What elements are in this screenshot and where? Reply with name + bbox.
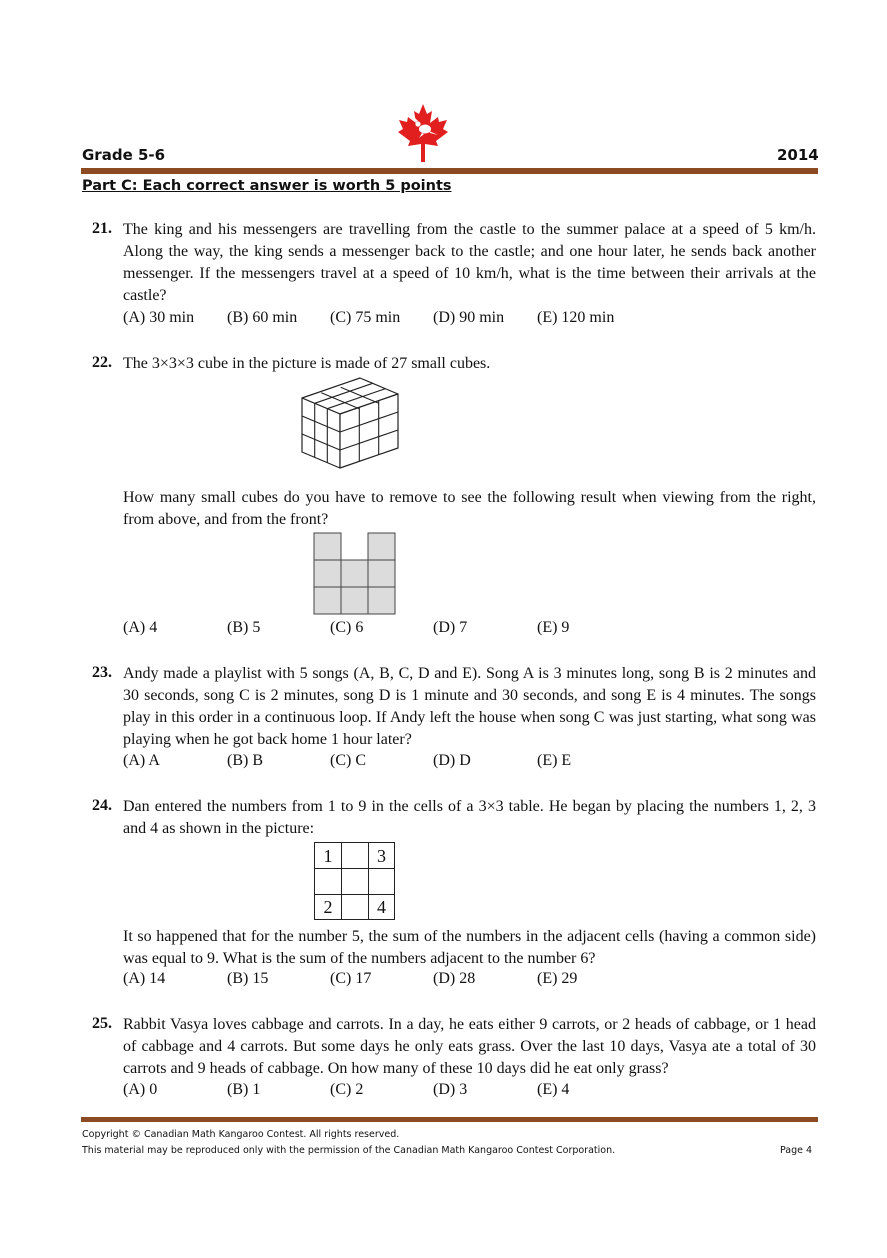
choice-a[interactable]: (A) A [123, 752, 160, 769]
grid-cell [341, 894, 369, 920]
question-24-text: Dan entered the numbers from 1 to 9 in the cells of a 3×3 table. He began by placing the numbers 1, 2, 3 and 4 as shown in the picture: [123, 798, 816, 837]
choice-c[interactable]: (C) C [330, 752, 366, 769]
page-number: Page 4 [780, 1145, 813, 1156]
choice-e[interactable]: (E) 120 min [537, 309, 615, 326]
section-title: Part C: Each correct answer is worth 5 points [82, 178, 452, 194]
question-24-text-2: It so happened that for the number 5, the sum of the numbers in the adjacent cells (having a common side) was equal to 9. What is the sum of the numbers adjacent to the number 6? [123, 928, 816, 967]
question-21-number: 21. [92, 220, 112, 237]
choice-c[interactable]: (C) 17 [330, 970, 372, 987]
choice-b[interactable]: (B) 15 [227, 970, 269, 987]
question-23-text: Andy made a playlist with 5 songs (A, B, C, D and E). Song A is 3 minutes long, song B is 2 minutes and 30 seconds, song C is 2 minutes, song D is 1 minute and 30 seconds, and song E is 4 minutes. The songs play in this order in a continuous loop. If Andy left the house when song C was just starting, what song was playing when he got back home 1 hour later? [123, 665, 816, 748]
grid-cell [341, 842, 369, 869]
cube-3x3x3-figure [298, 374, 402, 472]
grid-cell: 3 [368, 842, 395, 869]
header-divider [81, 168, 818, 174]
choice-b[interactable]: (B) 1 [227, 1081, 261, 1098]
number-grid [314, 842, 395, 920]
grid-cell: 4 [368, 894, 395, 920]
grid-cell [314, 868, 342, 895]
choice-d[interactable]: (D) 90 min [433, 309, 505, 326]
question-22-number: 22. [92, 354, 112, 371]
choice-d[interactable]: (D) 7 [433, 619, 468, 636]
year-label: 2014 [777, 146, 819, 164]
question-25-number: 25. [92, 1015, 112, 1032]
question-22-text: The 3×3×3 cube in the picture is made of 27 small cubes. [123, 355, 491, 372]
choice-d[interactable]: (D) 3 [433, 1081, 468, 1098]
choice-e[interactable]: (E) E [537, 752, 572, 769]
grid-cell: 2 [314, 894, 342, 920]
choice-c[interactable]: (C) 75 min [330, 309, 401, 326]
choice-a[interactable]: (A) 4 [123, 619, 158, 636]
grade-label: Grade 5-6 [82, 146, 166, 164]
choice-c[interactable]: (C) 6 [330, 619, 364, 636]
question-21-text: The king and his messengers are travelling from the castle to the summer palace at a speed of 5 km/h. Along the way, the king sends a messenger back to the castle; and one hour later, he sends back another messenger. If the messengers travel at a speed of 10 km/h, what is the time between their arrivals at the castle? [123, 221, 816, 304]
footer-divider [81, 1117, 818, 1122]
view-result-figure [313, 532, 397, 616]
question-23-number: 23. [92, 664, 112, 681]
choice-b[interactable]: (B) 60 min [227, 309, 298, 326]
choice-b[interactable]: (B) 5 [227, 619, 261, 636]
question-24-number: 24. [92, 797, 112, 814]
choice-e[interactable]: (E) 9 [537, 619, 570, 636]
choice-a[interactable]: (A) 0 [123, 1081, 158, 1098]
grid-cell [368, 868, 395, 895]
permission-notice: This material may be reproduced only with the permission of the Canadian Math Kangaroo Contest Corporation. [82, 1145, 616, 1156]
copyright-notice: Copyright © Canadian Math Kangaroo Contest. All rights reserved. [82, 1129, 400, 1140]
maple-leaf-kangaroo-icon [396, 102, 450, 164]
choice-c[interactable]: (C) 2 [330, 1081, 364, 1098]
choice-a[interactable]: (A) 30 min [123, 309, 195, 326]
choice-e[interactable]: (E) 29 [537, 970, 578, 987]
choice-e[interactable]: (E) 4 [537, 1081, 570, 1098]
question-25-text: Rabbit Vasya loves cabbage and carrots. In a day, he eats either 9 carrots, or 2 heads of cabbage, or 1 head of cabbage and 4 carrots. But some days he only eats grass. Over the last 10 days, Vasya ate a total of 30 carrots and 9 heads of cabbage. On how many of these 10 days did he eat only grass? [123, 1016, 816, 1077]
choice-b[interactable]: (B) B [227, 752, 263, 769]
choice-a[interactable]: (A) 14 [123, 970, 166, 987]
choice-d[interactable]: (D) 28 [433, 970, 476, 987]
choice-d[interactable]: (D) D [433, 752, 471, 769]
grid-cell: 1 [314, 842, 342, 869]
question-22-text-2: How many small cubes do you have to remove to see the following result when viewing from the right, from above, and from the front? [123, 489, 816, 528]
grid-cell [341, 868, 369, 895]
